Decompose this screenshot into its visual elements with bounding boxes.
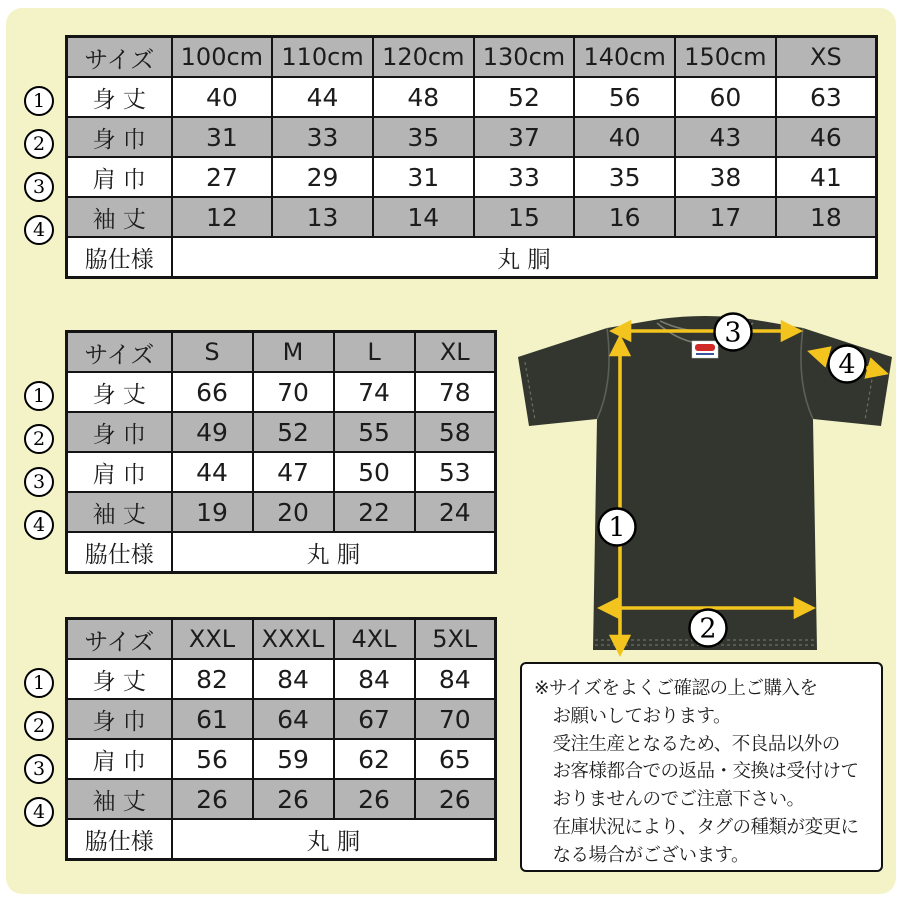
size-value-cell: 84 bbox=[253, 659, 334, 699]
size-column-header: L bbox=[334, 332, 415, 373]
size-value-cell: 43 bbox=[675, 117, 776, 157]
row-label: 袖 丈 bbox=[67, 197, 172, 237]
size-value-cell: 49 bbox=[172, 412, 253, 452]
size-value-cell: 44 bbox=[172, 452, 253, 492]
size-value-cell: 17 bbox=[675, 197, 776, 237]
side-spec-value: 丸 胴 bbox=[172, 237, 877, 278]
row-callout-3: 3 bbox=[24, 172, 54, 202]
size-value-cell: 60 bbox=[675, 77, 776, 117]
tag-logo bbox=[695, 344, 715, 351]
size-column-header: XXL bbox=[172, 619, 253, 660]
row-label: 身 巾 bbox=[67, 117, 172, 157]
size-value-cell: 62 bbox=[334, 739, 415, 779]
row-callout-3: 3 bbox=[24, 467, 54, 497]
size-value-cell: 63 bbox=[776, 77, 877, 117]
row-label: 肩 巾 bbox=[67, 452, 172, 492]
row-label: 身 丈 bbox=[67, 372, 172, 412]
callout-1 bbox=[599, 509, 636, 546]
purchase-notice-box bbox=[520, 662, 883, 872]
notice-line: お願いしております。 bbox=[552, 705, 732, 727]
row-callout-4: 4 bbox=[24, 510, 54, 540]
size-column-header: M bbox=[253, 332, 334, 373]
measurement-table bbox=[65, 35, 878, 279]
notice-line: ※サイズをよくご確認の上ご購入を bbox=[534, 678, 818, 699]
size-value-cell: 26 bbox=[172, 779, 253, 819]
size-value-cell: 61 bbox=[172, 699, 253, 739]
size-table-xxl-5xl bbox=[32, 617, 497, 861]
row-callout-4: 4 bbox=[24, 215, 54, 245]
size-column-header: XXXL bbox=[253, 619, 334, 660]
svg-text:1: 1 bbox=[608, 512, 626, 544]
size-value-cell: 13 bbox=[272, 197, 373, 237]
callout-4 bbox=[829, 346, 866, 383]
notice-line: なる場合がございます。 bbox=[552, 844, 750, 866]
size-value-cell: 19 bbox=[172, 492, 253, 532]
size-value-cell: 44 bbox=[272, 77, 373, 117]
callout-2 bbox=[690, 610, 727, 647]
size-column-header: XL bbox=[415, 332, 496, 373]
row-callout-2: 2 bbox=[24, 424, 54, 454]
size-value-cell: 82 bbox=[172, 659, 253, 699]
row-label: 肩 巾 bbox=[67, 739, 172, 779]
row-callout-1: 1 bbox=[24, 86, 54, 116]
size-value-cell: 67 bbox=[334, 699, 415, 739]
row-label: 脇仕様 bbox=[67, 237, 172, 278]
size-column-header: 120cm bbox=[373, 37, 474, 78]
size-table-s-xl bbox=[32, 330, 497, 574]
row-label: 身 巾 bbox=[67, 699, 172, 739]
size-value-cell: 84 bbox=[415, 659, 496, 699]
size-value-cell: 74 bbox=[334, 372, 415, 412]
size-value-cell: 52 bbox=[474, 77, 575, 117]
size-table-kids-xs bbox=[32, 35, 878, 279]
size-column-header: 100cm bbox=[172, 37, 273, 78]
size-value-cell: 41 bbox=[776, 157, 877, 197]
size-value-cell: 26 bbox=[415, 779, 496, 819]
size-value-cell: 24 bbox=[415, 492, 496, 532]
size-value-cell: 66 bbox=[172, 372, 253, 412]
size-column-header: 4XL bbox=[334, 619, 415, 660]
svg-text:4: 4 bbox=[838, 349, 856, 381]
size-column-header: 5XL bbox=[415, 619, 496, 660]
size-value-cell: 27 bbox=[172, 157, 273, 197]
row-callout-1: 1 bbox=[24, 381, 54, 411]
size-value-cell: 37 bbox=[474, 117, 575, 157]
size-value-cell: 12 bbox=[172, 197, 273, 237]
row-label: 脇仕様 bbox=[67, 819, 172, 860]
size-value-cell: 35 bbox=[373, 117, 474, 157]
row-callout-1: 1 bbox=[24, 668, 54, 698]
side-spec-value: 丸 胴 bbox=[172, 819, 496, 860]
size-value-cell: 26 bbox=[334, 779, 415, 819]
size-value-cell: 53 bbox=[415, 452, 496, 492]
size-value-cell: 70 bbox=[415, 699, 496, 739]
row-callout-2: 2 bbox=[24, 129, 54, 159]
size-value-cell: 40 bbox=[172, 77, 273, 117]
size-value-cell: 40 bbox=[574, 117, 675, 157]
size-value-cell: 70 bbox=[253, 372, 334, 412]
measurement-table bbox=[65, 617, 497, 861]
size-column-header: XS bbox=[776, 37, 877, 78]
notice-line: お客様都合での返品・交換は受付けて bbox=[552, 761, 859, 783]
size-value-cell: 31 bbox=[373, 157, 474, 197]
size-value-cell: 29 bbox=[272, 157, 373, 197]
size-value-cell: 46 bbox=[776, 117, 877, 157]
size-corner-header: サイズ bbox=[67, 37, 172, 78]
svg-text:3: 3 bbox=[724, 317, 742, 349]
measurement-table bbox=[65, 330, 497, 574]
size-column-header: S bbox=[172, 332, 253, 373]
size-value-cell: 16 bbox=[574, 197, 675, 237]
row-label: 脇仕様 bbox=[67, 532, 172, 573]
size-value-cell: 56 bbox=[574, 77, 675, 117]
size-value-cell: 33 bbox=[272, 117, 373, 157]
size-corner-header: サイズ bbox=[67, 332, 172, 373]
size-value-cell: 22 bbox=[334, 492, 415, 532]
row-label: 身 丈 bbox=[67, 659, 172, 699]
size-value-cell: 15 bbox=[474, 197, 575, 237]
size-value-cell: 31 bbox=[172, 117, 273, 157]
callout-3 bbox=[715, 314, 752, 351]
size-value-cell: 47 bbox=[253, 452, 334, 492]
notice-line: おりませんのでご注意下さい。 bbox=[552, 789, 805, 810]
size-corner-header: サイズ bbox=[67, 619, 172, 660]
neck-tag bbox=[692, 341, 718, 358]
row-label: 肩 巾 bbox=[67, 157, 172, 197]
side-spec-value: 丸 胴 bbox=[172, 532, 496, 573]
size-value-cell: 48 bbox=[373, 77, 474, 117]
notice-line: 受注生産となるため、不良品以外の bbox=[552, 733, 840, 755]
size-column-header: 110cm bbox=[272, 37, 373, 78]
size-column-header: 140cm bbox=[574, 37, 675, 78]
row-label: 袖 丈 bbox=[67, 492, 172, 532]
size-value-cell: 50 bbox=[334, 452, 415, 492]
tshirt-measurement-diagram bbox=[500, 312, 900, 664]
size-value-cell: 65 bbox=[415, 739, 496, 779]
size-value-cell: 78 bbox=[415, 372, 496, 412]
row-callout-3: 3 bbox=[24, 754, 54, 784]
size-value-cell: 38 bbox=[675, 157, 776, 197]
size-value-cell: 55 bbox=[334, 412, 415, 452]
size-value-cell: 14 bbox=[373, 197, 474, 237]
size-value-cell: 26 bbox=[253, 779, 334, 819]
row-callout-2: 2 bbox=[24, 711, 54, 741]
size-value-cell: 33 bbox=[474, 157, 575, 197]
size-column-header: 150cm bbox=[675, 37, 776, 78]
notice-line: 在庫状況により、タグの種類が変更に bbox=[552, 816, 859, 838]
row-callout-4: 4 bbox=[24, 797, 54, 827]
size-value-cell: 18 bbox=[776, 197, 877, 237]
row-label: 袖 丈 bbox=[67, 779, 172, 819]
size-value-cell: 52 bbox=[253, 412, 334, 452]
size-value-cell: 58 bbox=[415, 412, 496, 452]
size-value-cell: 20 bbox=[253, 492, 334, 532]
size-value-cell: 59 bbox=[253, 739, 334, 779]
row-label: 身 丈 bbox=[67, 77, 172, 117]
size-value-cell: 84 bbox=[334, 659, 415, 699]
size-column-header: 130cm bbox=[474, 37, 575, 78]
size-value-cell: 35 bbox=[574, 157, 675, 197]
row-label: 身 巾 bbox=[67, 412, 172, 452]
size-value-cell: 56 bbox=[172, 739, 253, 779]
svg-text:2: 2 bbox=[699, 613, 717, 645]
size-value-cell: 64 bbox=[253, 699, 334, 739]
